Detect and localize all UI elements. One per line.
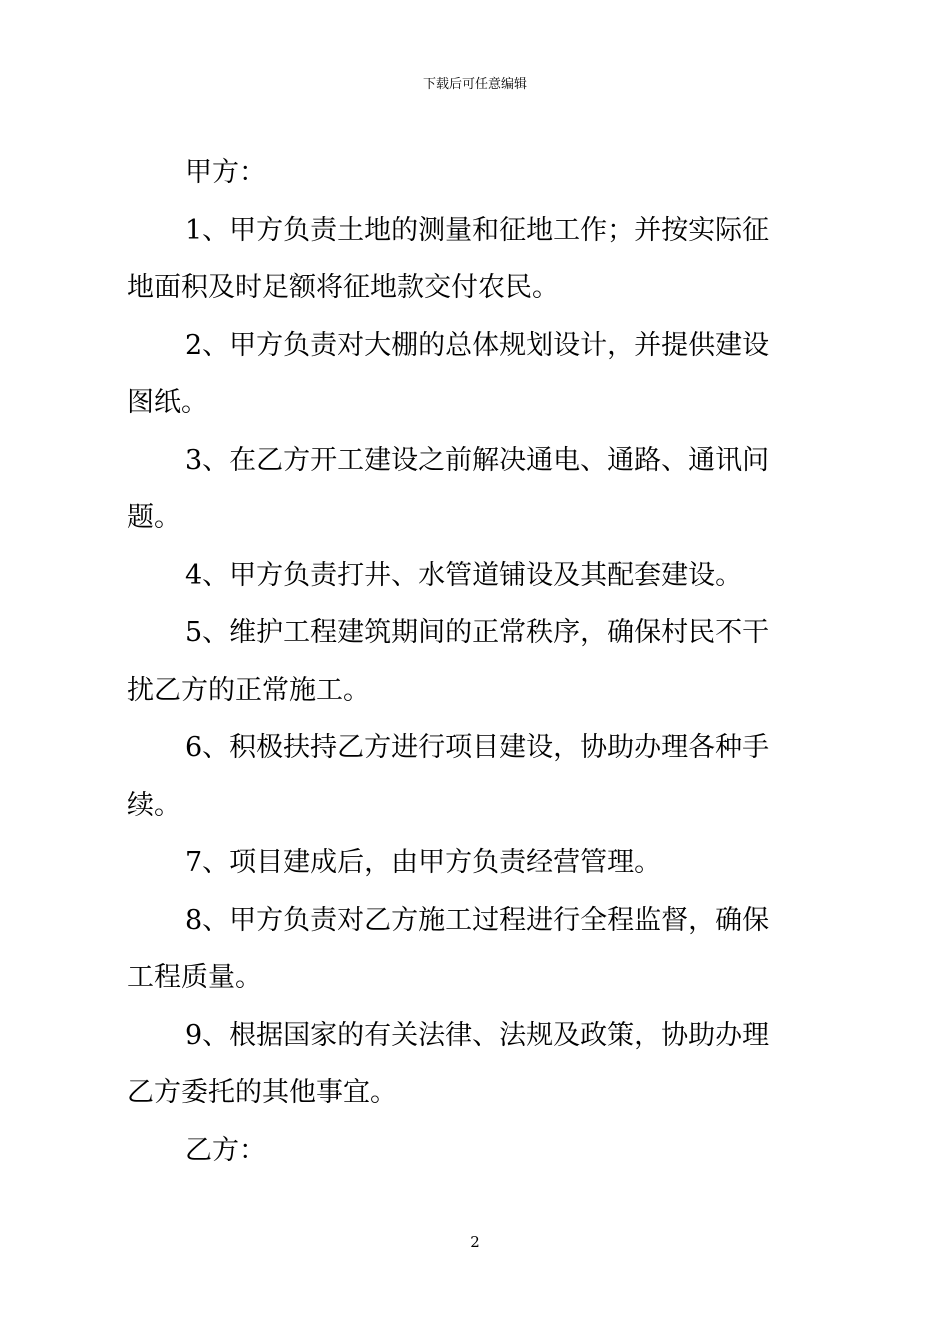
clause-8-line-2: 工程质量。 (127, 962, 262, 993)
document-body (127, 144, 824, 1179)
clause-2-line-1: 2、甲方负责对大棚的总体规划设计，并提供建设 (185, 329, 770, 361)
clause-3-line-1: 3、在乙方开工建设之前解决通电、通路、通讯问 (185, 444, 770, 476)
clause-8-line-1: 8、甲方负责对乙方施工过程进行全程监督，确保 (185, 904, 770, 936)
party-a-heading: 甲方： (185, 157, 266, 188)
clause-9-line-2: 乙方委托的其他事宜。 (127, 1077, 397, 1108)
party-b-heading: 乙方： (185, 1134, 266, 1166)
clause-6-line-1: 6、积极扶持乙方进行项目建设，协助办理各种手 (185, 732, 770, 763)
clause-4-line-1: 4、甲方负责打井、水管道铺设及其配套建设。 (185, 559, 743, 591)
page-number: 2 (470, 1233, 480, 1251)
clause-7-line-1: 7、项目建成后，由甲方负责经营管理。 (185, 847, 662, 878)
clause-2-line-2: 图纸。 (127, 387, 208, 418)
clause-5-line-1: 5、维护工程建筑期间的正常秩序，确保村民不干 (185, 617, 770, 648)
clause-1-line-1: 1、甲方负责土地的测量和征地工作；并按实际征 (185, 214, 770, 246)
clause-6-line-2: 续。 (127, 789, 181, 821)
page-header: 下载后可任意编辑 (422, 77, 527, 92)
clause-5-line-2: 扰乙方的正常施工。 (127, 674, 370, 706)
clause-9-line-1: 9、根据国家的有关法律、法规及政策，协助办理 (185, 1019, 770, 1051)
clause-1-line-2: 地面积及时足额将征地款交付农民。 (127, 272, 559, 303)
clause-3-line-2: 题。 (127, 502, 181, 533)
